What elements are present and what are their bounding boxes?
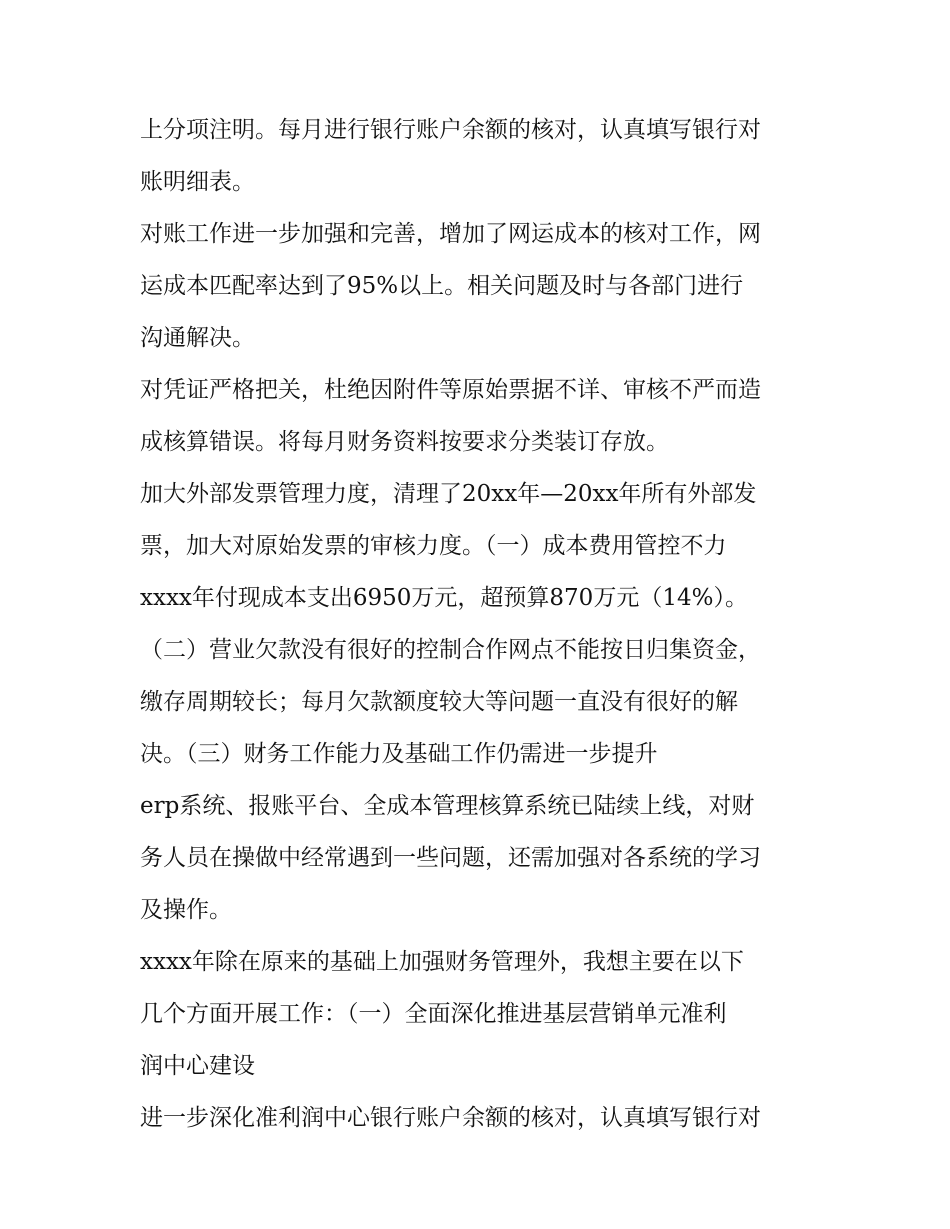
text-line: 缴存周期较长；每月欠款额度较大等问题一直没有很好的解 xyxy=(140,689,738,715)
text-line: 对账工作进一步加强和完善，增加了网运成本的核对工作，网 xyxy=(140,221,761,247)
text-line: 几个方面开展工作：（一）全面深化推进基层营销单元准利 xyxy=(140,1001,727,1027)
document-body xyxy=(140,104,830,1144)
text-line: 决。（三）财务工作能力及基础工作仍需进一步提升 xyxy=(140,741,658,767)
text-line: 加大外部发票管理力度，清理了20xx年—20xx年所有外部发 xyxy=(140,481,757,507)
text-line: 成核算错误。将每月财务资料按要求分类装订存放。 xyxy=(140,429,669,455)
text-line: 上分项注明。每月进行银行账户余额的核对，认真填写银行对 xyxy=(140,117,761,143)
text-line: xxxx年除在原来的基础上加强财务管理外，我想主要在以下 xyxy=(140,949,744,975)
text-line: 账明细表。 xyxy=(140,169,255,195)
text-line: 运成本匹配率达到了95%以上。相关问题及时与各部门进行 xyxy=(140,273,744,299)
text-line: 票，加大对原始发票的审核力度。（一）成本费用管控不力 xyxy=(140,533,727,559)
text-line: 对凭证严格把关，杜绝因附件等原始票据不详、审核不严而造 xyxy=(140,377,761,403)
text-line: 务人员在操做中经常遇到一些问题，还需加强对各系统的学习 xyxy=(140,845,761,871)
text-line: 进一步深化准利润中心银行账户余额的核对，认真填写银行对 xyxy=(140,1105,761,1131)
text-line: xxxx年付现成本支出6950万元，超预算870万元（14%）。 xyxy=(140,585,748,611)
text-line: 润中心建设 xyxy=(140,1053,255,1079)
text-line: 及操作。 xyxy=(140,897,232,923)
text-line: erp系统、报账平台、全成本管理核算系统已陆续上线，对财 xyxy=(140,793,755,819)
text-line: 沟通解决。 xyxy=(140,325,255,351)
text-line: （二）营业欠款没有很好的控制合作网点不能按日归集资金， xyxy=(140,637,761,663)
